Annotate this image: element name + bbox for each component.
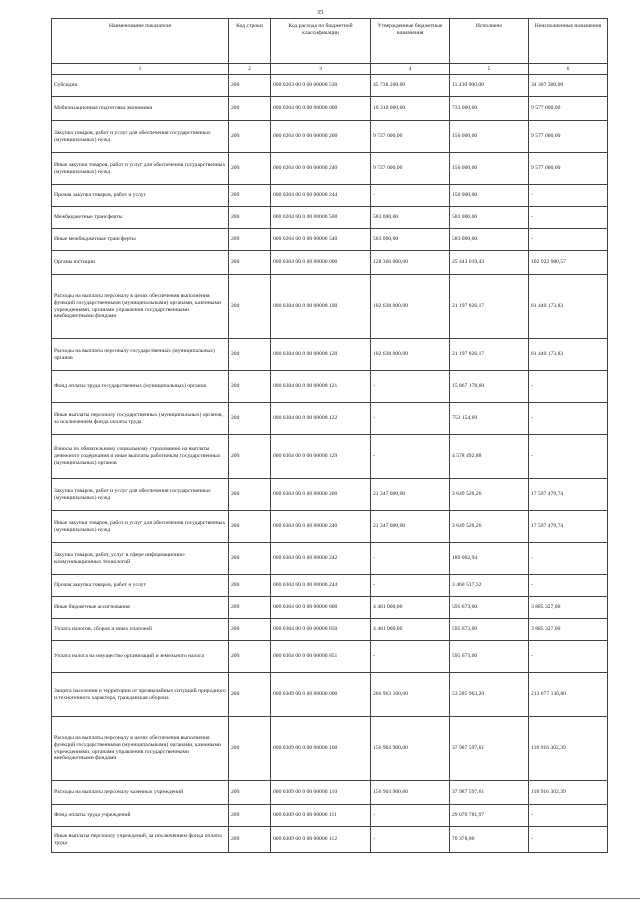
row-remaining-amount: - <box>529 827 608 853</box>
row-budget-code: 000 0204 00 0 00 00000 244 <box>271 185 371 207</box>
row-indicator-name: Защита населения и территории от чрезвычайных ситуаций природного и техногенного характера, гражданская оборона <box>52 673 229 717</box>
row-remaining-amount: - <box>529 543 608 575</box>
row-approved-amount: 102 638 000,00 <box>371 339 450 371</box>
row-remaining-amount: 9 577 000,00 <box>529 97 608 121</box>
row-approved-amount: - <box>371 805 450 827</box>
table-row <box>52 371 608 403</box>
row-executed-amount: 150 000,00 <box>450 121 529 153</box>
row-budget-code: 000 0304 00 0 00 00000 200 <box>271 479 371 511</box>
row-indicator-name: Фонд оплаты труда государственных (муниципальных) органов <box>52 371 229 403</box>
row-budget-code: 000 0309 00 0 00 00000 000 <box>271 673 371 717</box>
row-approved-amount: - <box>371 575 450 597</box>
row-executed-amount: 583 000,00 <box>450 229 529 251</box>
row-indicator-name: Закупка товаров, работ и услуг для обеспечения государственных (муниципальных) нужд <box>52 479 229 511</box>
row-executed-amount: 583 000,00 <box>450 207 529 229</box>
row-indicator-name: Иные межбюджетные трансферты <box>52 229 229 251</box>
row-approved-amount: - <box>371 641 450 673</box>
row-budget-code: 000 0304 00 0 00 00000 120 <box>271 339 371 371</box>
row-approved-amount: 4 481 000,00 <box>371 597 450 619</box>
row-indicator-name: Расходы на выплаты персоналу в целях обеспечения выполнения функций государственными (муниципальными) органами, казенными учреждениями, органами управления государственными внебюджетными фондами <box>52 275 229 339</box>
page-number: 35 <box>316 9 324 16</box>
row-remaining-amount: 81 440 173,83 <box>529 339 608 371</box>
row-line-code: 200 <box>229 543 271 575</box>
row-indicator-name: Прочая закупка товаров, работ и услуг <box>52 575 229 597</box>
row-executed-amount: 11 430 900,00 <box>450 75 529 97</box>
row-remaining-amount: - <box>529 403 608 435</box>
row-line-code: 200 <box>229 827 271 853</box>
row-indicator-name: Межбюджетные трансферты <box>52 207 229 229</box>
column-number-row <box>52 64 608 75</box>
row-approved-amount: 21 247 000,00 <box>371 479 450 511</box>
row-budget-code: 000 0304 00 0 00 00000 121 <box>271 371 371 403</box>
row-approved-amount: - <box>371 185 450 207</box>
row-indicator-name: Иные закупки товаров, работ и услуг для обеспечения государственных (муниципальных) нужд <box>52 153 229 185</box>
column-number: 6 <box>529 64 608 75</box>
row-executed-amount: 37 987 597,61 <box>450 781 529 805</box>
row-approved-amount: 128 366 000,00 <box>371 251 450 275</box>
row-budget-code: 000 0204 00 0 00 00000 500 <box>271 207 371 229</box>
row-remaining-amount: - <box>529 575 608 597</box>
row-remaining-amount: 3 885 327,00 <box>529 619 608 641</box>
header-approved: Утвержденные бюджетные назначения <box>371 19 450 64</box>
row-line-code: 200 <box>229 673 271 717</box>
row-line-code: 200 <box>229 805 271 827</box>
table-row <box>52 805 608 827</box>
row-line-code: 200 <box>229 597 271 619</box>
row-executed-amount: 21 197 826,17 <box>450 339 529 371</box>
row-indicator-name: Фонд оплаты труда учреждений <box>52 805 229 827</box>
row-executed-amount: 15 867 178,60 <box>450 371 529 403</box>
row-line-code: 200 <box>229 435 271 479</box>
row-approved-amount: 45 738 200,00 <box>371 75 450 97</box>
row-approved-amount: 156 903 900,00 <box>371 717 450 781</box>
row-line-code: 200 <box>229 717 271 781</box>
row-line-code: 200 <box>229 207 271 229</box>
row-budget-code: 000 0309 00 0 00 00000 110 <box>271 781 371 805</box>
row-executed-amount: 733 000,00 <box>450 97 529 121</box>
row-line-code: 200 <box>229 229 271 251</box>
row-executed-amount: 29 070 781,97 <box>450 805 529 827</box>
column-number: 1 <box>52 64 229 75</box>
row-indicator-name: Расходы на выплаты персоналу государственных (муниципальных) органов <box>52 339 229 371</box>
row-executed-amount: 595 673,00 <box>450 641 529 673</box>
row-line-code: 200 <box>229 575 271 597</box>
header-remaining: Неисполненные назначения <box>529 19 608 64</box>
table-row <box>52 479 608 511</box>
row-executed-amount: 4 578 492,88 <box>450 435 529 479</box>
row-line-code: 200 <box>229 781 271 805</box>
row-remaining-amount: - <box>529 371 608 403</box>
row-remaining-amount: 213 677 136,80 <box>529 673 608 717</box>
row-indicator-name: Иные бюджетные ассигнования <box>52 597 229 619</box>
row-approved-amount: 156 903 900,00 <box>371 781 450 805</box>
row-approved-amount: - <box>371 543 450 575</box>
row-remaining-amount: 17 597 479,74 <box>529 511 608 543</box>
row-approved-amount: 10 310 000,00 <box>371 97 450 121</box>
table-row <box>52 121 608 153</box>
row-remaining-amount: 81 440 173,83 <box>529 275 608 339</box>
row-indicator-name: Мобилизационная подготовка экономики <box>52 97 229 121</box>
row-remaining-amount: - <box>529 805 608 827</box>
table-row <box>52 827 608 853</box>
row-remaining-amount: - <box>529 207 608 229</box>
row-remaining-amount: 9 577 000,00 <box>529 121 608 153</box>
table-row <box>52 543 608 575</box>
row-approved-amount: - <box>371 371 450 403</box>
row-remaining-amount: 9 577 000,00 <box>529 153 608 185</box>
table-row <box>52 275 608 339</box>
row-budget-code: 000 0204 00 0 00 00000 200 <box>271 121 371 153</box>
row-executed-amount: 752 154,69 <box>450 403 529 435</box>
row-indicator-name: Взносы по обязательному социальному страхованию на выплаты денежного содержания и иные выплаты работникам государственных (муниципальных) органов <box>52 435 229 479</box>
row-budget-code: 000 0204 00 0 00 00000 000 <box>271 97 371 121</box>
row-approved-amount: 9 727 000,00 <box>371 153 450 185</box>
row-line-code: 200 <box>229 275 271 339</box>
row-approved-amount: 266 963 100,00 <box>371 673 450 717</box>
row-remaining-amount: - <box>529 435 608 479</box>
row-budget-code: 000 0304 00 0 00 00000 800 <box>271 597 371 619</box>
row-executed-amount: 3 649 520,26 <box>450 479 529 511</box>
row-executed-amount: 150 000,00 <box>450 185 529 207</box>
row-approved-amount: 21 247 000,00 <box>371 511 450 543</box>
row-budget-code: 000 0304 00 0 00 00000 242 <box>271 543 371 575</box>
row-indicator-name: Субсидии <box>52 75 229 97</box>
table-row <box>52 435 608 479</box>
column-number: 2 <box>229 64 271 75</box>
row-budget-code: 000 0203 00 0 00 00000 530 <box>271 75 371 97</box>
row-remaining-amount: - <box>529 641 608 673</box>
row-budget-code: 000 0304 00 0 00 00000 240 <box>271 511 371 543</box>
header-line-code: Код строки <box>229 19 271 64</box>
table-row <box>52 781 608 805</box>
row-line-code: 200 <box>229 619 271 641</box>
row-budget-code: 000 0304 00 0 00 00000 850 <box>271 619 371 641</box>
row-indicator-name: Закупка товаров, работ и услуг для обеспечения государственных (муниципальных) нужд <box>52 121 229 153</box>
budget-execution-table <box>51 18 608 853</box>
row-budget-code: 000 0304 00 0 00 00000 851 <box>271 641 371 673</box>
row-line-code: 200 <box>229 339 271 371</box>
row-indicator-name: Прочая закупка товаров, работ и услуг <box>52 185 229 207</box>
row-approved-amount: 4 481 000,00 <box>371 619 450 641</box>
row-budget-code: 000 0304 00 0 00 00000 100 <box>271 275 371 339</box>
row-remaining-amount: 118 916 302,39 <box>529 717 608 781</box>
row-budget-code: 000 0309 00 0 00 00000 111 <box>271 805 371 827</box>
row-approved-amount: 9 727 000,00 <box>371 121 450 153</box>
row-budget-code: 000 0309 00 0 00 00000 112 <box>271 827 371 853</box>
column-number: 4 <box>371 64 450 75</box>
table-row <box>52 251 608 275</box>
row-indicator-name: Иные выплаты персоналу учреждений, за исключением фонда оплаты труда <box>52 827 229 853</box>
row-remaining-amount: 34 307 300,00 <box>529 75 608 97</box>
row-executed-amount: 189 002,94 <box>450 543 529 575</box>
row-executed-amount: 3 649 520,26 <box>450 511 529 543</box>
row-approved-amount: - <box>371 403 450 435</box>
table-row <box>52 207 608 229</box>
row-executed-amount: 25 443 019,43 <box>450 251 529 275</box>
table-row <box>52 339 608 371</box>
row-remaining-amount: 118 916 302,39 <box>529 781 608 805</box>
row-remaining-amount: 3 885 327,00 <box>529 597 608 619</box>
row-approved-amount: - <box>371 435 450 479</box>
row-budget-code: 000 0304 00 0 00 00000 122 <box>271 403 371 435</box>
row-line-code: 200 <box>229 121 271 153</box>
table-row <box>52 403 608 435</box>
bottom-divider <box>0 898 640 899</box>
table-row <box>52 575 608 597</box>
row-executed-amount: 595 673,00 <box>450 597 529 619</box>
row-executed-amount: 150 000,00 <box>450 153 529 185</box>
row-indicator-name: Органы юстиции <box>52 251 229 275</box>
row-executed-amount: 595 673,00 <box>450 619 529 641</box>
table-row <box>52 75 608 97</box>
table-row <box>52 511 608 543</box>
row-approved-amount: 102 638 000,00 <box>371 275 450 339</box>
table-header-row <box>52 19 608 64</box>
table-row <box>52 597 608 619</box>
row-approved-amount: - <box>371 827 450 853</box>
table-row <box>52 619 608 641</box>
row-line-code: 200 <box>229 185 271 207</box>
row-executed-amount: 3 460 517,32 <box>450 575 529 597</box>
header-budget-code: Код расхода по бюджетной классификации <box>271 19 371 64</box>
table-row <box>52 229 608 251</box>
row-budget-code: 000 0309 00 0 00 00000 100 <box>271 717 371 781</box>
row-remaining-amount: 17 597 479,74 <box>529 479 608 511</box>
row-approved-amount: 583 000,00 <box>371 229 450 251</box>
column-number: 5 <box>450 64 529 75</box>
row-line-code: 200 <box>229 511 271 543</box>
row-remaining-amount: - <box>529 185 608 207</box>
row-indicator-name: Расходы на выплаты персоналу в целях обеспечения выполнения функций государственными (муниципальными) органами, казенными учреждениями, органами управления государственными внебюджетными фондами <box>52 717 229 781</box>
row-line-code: 200 <box>229 97 271 121</box>
row-budget-code: 000 0304 00 0 00 00000 129 <box>271 435 371 479</box>
row-budget-code: 000 0304 00 0 00 00000 000 <box>271 251 371 275</box>
row-remaining-amount: - <box>529 229 608 251</box>
row-indicator-name: Расходы на выплаты персоналу казенных учреждений <box>52 781 229 805</box>
row-budget-code: 000 0304 00 0 00 00000 244 <box>271 575 371 597</box>
table-row <box>52 153 608 185</box>
row-line-code: 200 <box>229 641 271 673</box>
row-line-code: 200 <box>229 371 271 403</box>
column-number: 3 <box>271 64 371 75</box>
row-remaining-amount: 102 922 980,57 <box>529 251 608 275</box>
row-executed-amount: 37 987 597,61 <box>450 717 529 781</box>
table-row <box>52 717 608 781</box>
row-line-code: 200 <box>229 403 271 435</box>
row-indicator-name: Иные закупки товаров, работ и услуг для обеспечения государственных (муниципальных) нужд <box>52 511 229 543</box>
row-line-code: 200 <box>229 479 271 511</box>
row-indicator-name: Закупка товаров, работ, услуг в сфере информационно-коммуникационных технологий <box>52 543 229 575</box>
table-row <box>52 641 608 673</box>
header-indicator-name: Наименование показателя <box>52 19 229 64</box>
row-indicator-name: Иные выплаты персоналу государственных (муниципальных) органов, за исключением фонда оплаты труда <box>52 403 229 435</box>
row-line-code: 200 <box>229 153 271 185</box>
row-executed-amount: 53 285 963,20 <box>450 673 529 717</box>
row-budget-code: 000 0204 00 0 00 00000 240 <box>271 153 371 185</box>
row-approved-amount: 583 000,00 <box>371 207 450 229</box>
table-row <box>52 97 608 121</box>
row-line-code: 200 <box>229 75 271 97</box>
row-executed-amount: 70 378,00 <box>450 827 529 853</box>
row-line-code: 200 <box>229 251 271 275</box>
header-executed: Исполнено <box>450 19 529 64</box>
table-row <box>52 185 608 207</box>
row-indicator-name: Уплата налогов, сборов и иных платежей <box>52 619 229 641</box>
row-executed-amount: 21 197 826,17 <box>450 275 529 339</box>
row-budget-code: 000 0204 00 0 00 00000 540 <box>271 229 371 251</box>
row-indicator-name: Уплата налога на имущество организаций и земельного налога <box>52 641 229 673</box>
table-row <box>52 673 608 717</box>
